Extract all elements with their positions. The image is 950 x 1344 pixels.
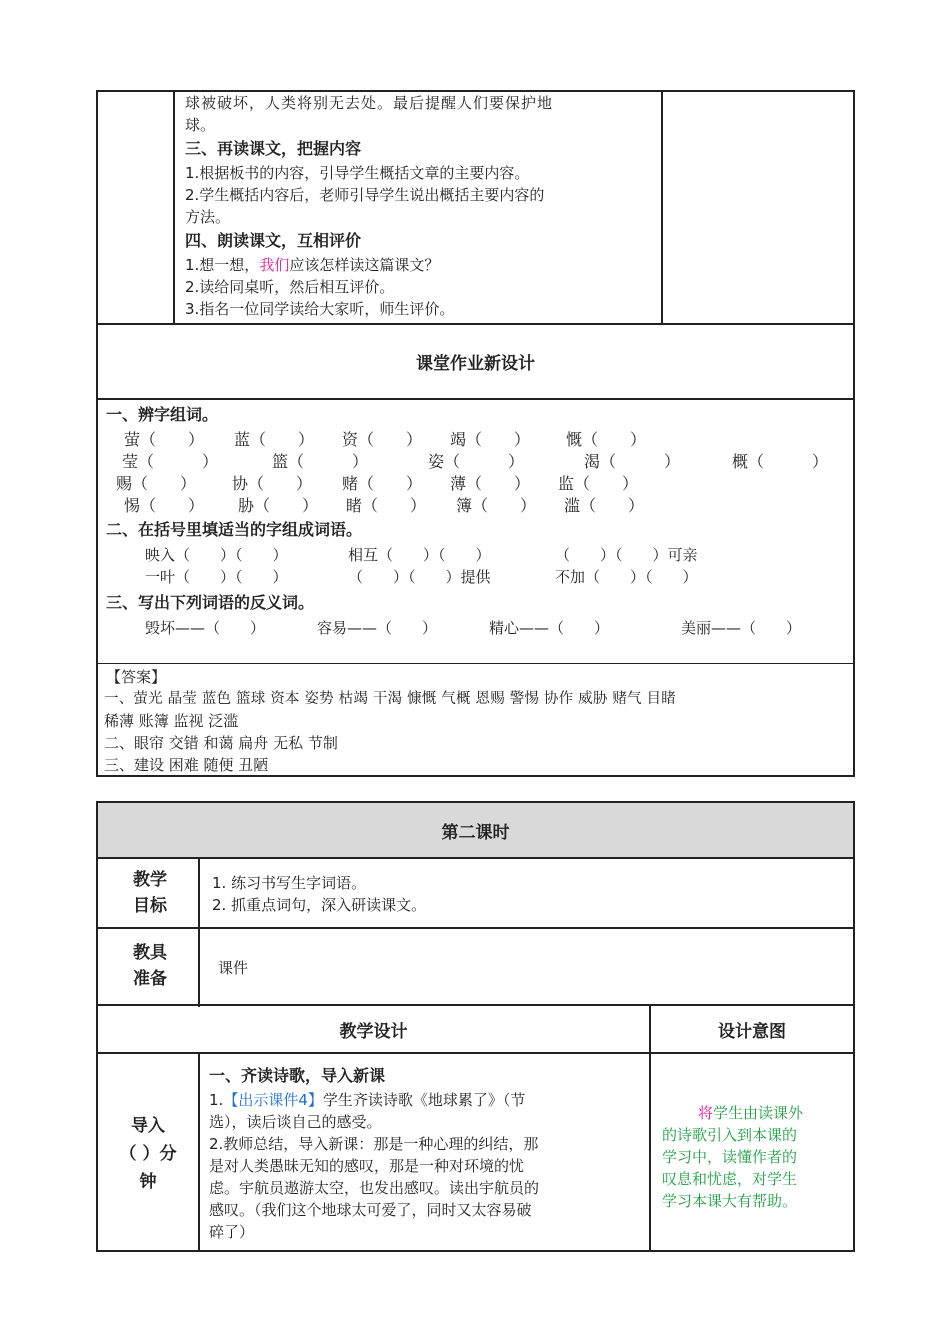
q2-cell: （ ）（ ）提供 [348, 568, 491, 586]
body-line: 球被破坏，人类将别无去处。最后提醒人们要保护地 [185, 94, 554, 112]
answer-line: 稀薄 账簿 监视 泛滥 [104, 712, 239, 730]
q2-cell: 一叶（ ）（ ） [145, 568, 288, 586]
q1-cell: 簿（ ） [456, 496, 537, 515]
q2-cell: （ ）（ ）可亲 [555, 546, 698, 564]
section4-item1-prefix: 1.想一想， [185, 256, 260, 274]
q1-cell: 竭（ ） [450, 430, 531, 449]
top-content [185, 92, 661, 320]
intro-label [98, 1112, 198, 1196]
intro-label-line: 导入 [131, 1116, 165, 1136]
tools-label [118, 939, 182, 993]
q2-title: 二、在括号里填适当的字组成词语。 [106, 520, 363, 539]
tools-value: 课件 [218, 959, 249, 977]
q3-title: 三、写出下列词语的反义词。 [106, 593, 315, 612]
answer-line: 一、萤光 晶莹 蓝色 篮球 资本 姿势 枯竭 干渴 慷慨 气概 恩赐 警惕 协作 威胁 赌气 目睹 [104, 691, 676, 707]
section4-item1-highlight: 我们 [259, 256, 290, 274]
q1-cell: 薄（ ） [450, 474, 531, 493]
design-label: 教学设计 [339, 1021, 408, 1042]
q1-cell: 渴（ ） [584, 452, 681, 471]
section3-title: 三、再读课文，把握内容 [185, 139, 362, 158]
section3-item: 1.根据板书的内容，引导学生概括文章的主要内容。 [185, 164, 530, 182]
section4-item: 3.指名一位同学读给大家听，师生评价。 [185, 300, 455, 318]
q1-cell: 赌（ ） [342, 474, 423, 493]
homework-title-divider [96, 398, 855, 400]
q1-cell: 协（ ） [232, 474, 313, 493]
q3-cell: 容易——（ ） [317, 619, 438, 637]
q1-cell: 监（ ） [558, 474, 639, 493]
label-col-divider [198, 857, 200, 1007]
goal-item: 2. 抓重点词句，深入研读课文。 [212, 896, 427, 914]
intent-line: 学习中，读懂作者的 [662, 1148, 798, 1166]
q1-cell: 惕（ ） [124, 496, 205, 515]
section3-item: 2.学生概括内容后，老师引导学生说出概括主要内容的 [185, 186, 545, 204]
intent-line [662, 1102, 846, 1124]
intro-item1-rest: 学生齐读诗歌《地球累了》（节 [322, 1091, 526, 1109]
q1-title: 一、辨字组词。 [106, 405, 219, 424]
intro-line: 选），读后谈自己的感受。 [209, 1113, 382, 1131]
q1-cell: 滥（ ） [564, 496, 645, 515]
q2-cell: 不加（ ）（ ） [555, 568, 698, 586]
section4-item [185, 254, 661, 276]
q1-cell: 概（ ） [732, 452, 829, 471]
q2-cell: 相互（ ）（ ） [348, 546, 491, 564]
row-divider [96, 1052, 855, 1054]
q3-cell: 毁坏——（ ） [145, 619, 266, 637]
intent-label: 设计意图 [718, 1021, 786, 1042]
section3-item: 方法。 [185, 208, 231, 226]
intro-item1-highlight: 【出示课件4】 [223, 1091, 323, 1109]
answer-line: 三、建设 困难 随便 丑陋 [104, 756, 269, 774]
intent-line: 的诗歌引入到本课的 [662, 1126, 798, 1144]
row-divider [96, 857, 855, 859]
homework-body [106, 403, 851, 427]
answer-label: 【答案】 [106, 668, 167, 686]
section4-item: 2.读给同桌听，然后相互评价。 [185, 278, 395, 296]
q1-cell: 胁（ ） [238, 496, 319, 515]
top-col-divider-left [173, 90, 175, 325]
q1-cell: 睹（ ） [346, 496, 427, 515]
row-divider [96, 927, 855, 929]
intro-item1-prefix: 1. [209, 1091, 224, 1109]
q1-cell: 慨（ ） [566, 430, 647, 449]
q1-cell: 萤（ ） [124, 430, 205, 449]
intent-line: 学习本课大有帮助。 [662, 1192, 798, 1210]
intro-label-line: （ ）分 [119, 1144, 177, 1164]
q1-cell: 赐（ ） [116, 474, 197, 493]
intro-line: 2.教师总结，导入新课：那是一种心理的纠结，那 [209, 1135, 539, 1153]
intro-content [209, 1063, 647, 1243]
top-col-divider-right [661, 90, 663, 325]
answer-block [106, 666, 851, 688]
q1-cell: 姿（ ） [428, 452, 525, 471]
label-col-divider [198, 1052, 200, 1252]
q3-cell: 精心——（ ） [489, 619, 610, 637]
intro-line: 碎了） [209, 1223, 255, 1241]
intro-line: 是对人类愚昧无知的感叹，那是一种对环境的忧 [209, 1157, 525, 1175]
intro-line: 感叹。（我们这个地球太可爱了，同时又太容易破 [209, 1201, 532, 1219]
q2-cell: 映入（ ）（ ） [145, 546, 288, 564]
lesson2-title: 第二课时 [98, 803, 853, 857]
q3-cell: 美丽——（ ） [681, 619, 802, 637]
goal-label-text: 教学目标 [133, 870, 167, 916]
intro-item [209, 1089, 647, 1111]
intro-title: 一、齐读诗歌，导入新课 [209, 1066, 386, 1085]
q1-cell: 蓝（ ） [234, 430, 315, 449]
goal-item: 1. 练习书写生字词语。 [212, 874, 367, 892]
intro-label-line: 钟 [139, 1172, 157, 1192]
q1-cell: 莹（ ） [122, 452, 219, 471]
answer-divider [96, 663, 855, 664]
section4-item1-suffix: 应该怎样读这篇课文？ [289, 256, 440, 274]
section4-title: 四、朗读课文，互相评价 [185, 231, 362, 250]
answer-line: 二、眼帘 交错 和蔼 扁舟 无私 节制 [104, 734, 338, 752]
intent-highlight: 将 [698, 1104, 714, 1122]
q1-cell: 篮（ ） [272, 452, 369, 471]
q1-cell: 资（ ） [342, 430, 423, 449]
goal-label [118, 866, 182, 920]
homework-title: 课堂作业新设计 [416, 354, 535, 374]
body-line: 球。 [185, 116, 216, 134]
tools-label-text: 教具准备 [133, 943, 167, 989]
intent-content [662, 1102, 846, 1212]
intent-line: 叹息和忧虑，对学生 [662, 1170, 798, 1188]
intent-line-text: 学生由读课外 [713, 1104, 804, 1122]
intro-line: 虑。宇航员遨游太空，也发出感叹。读出宇航员的 [209, 1179, 540, 1197]
